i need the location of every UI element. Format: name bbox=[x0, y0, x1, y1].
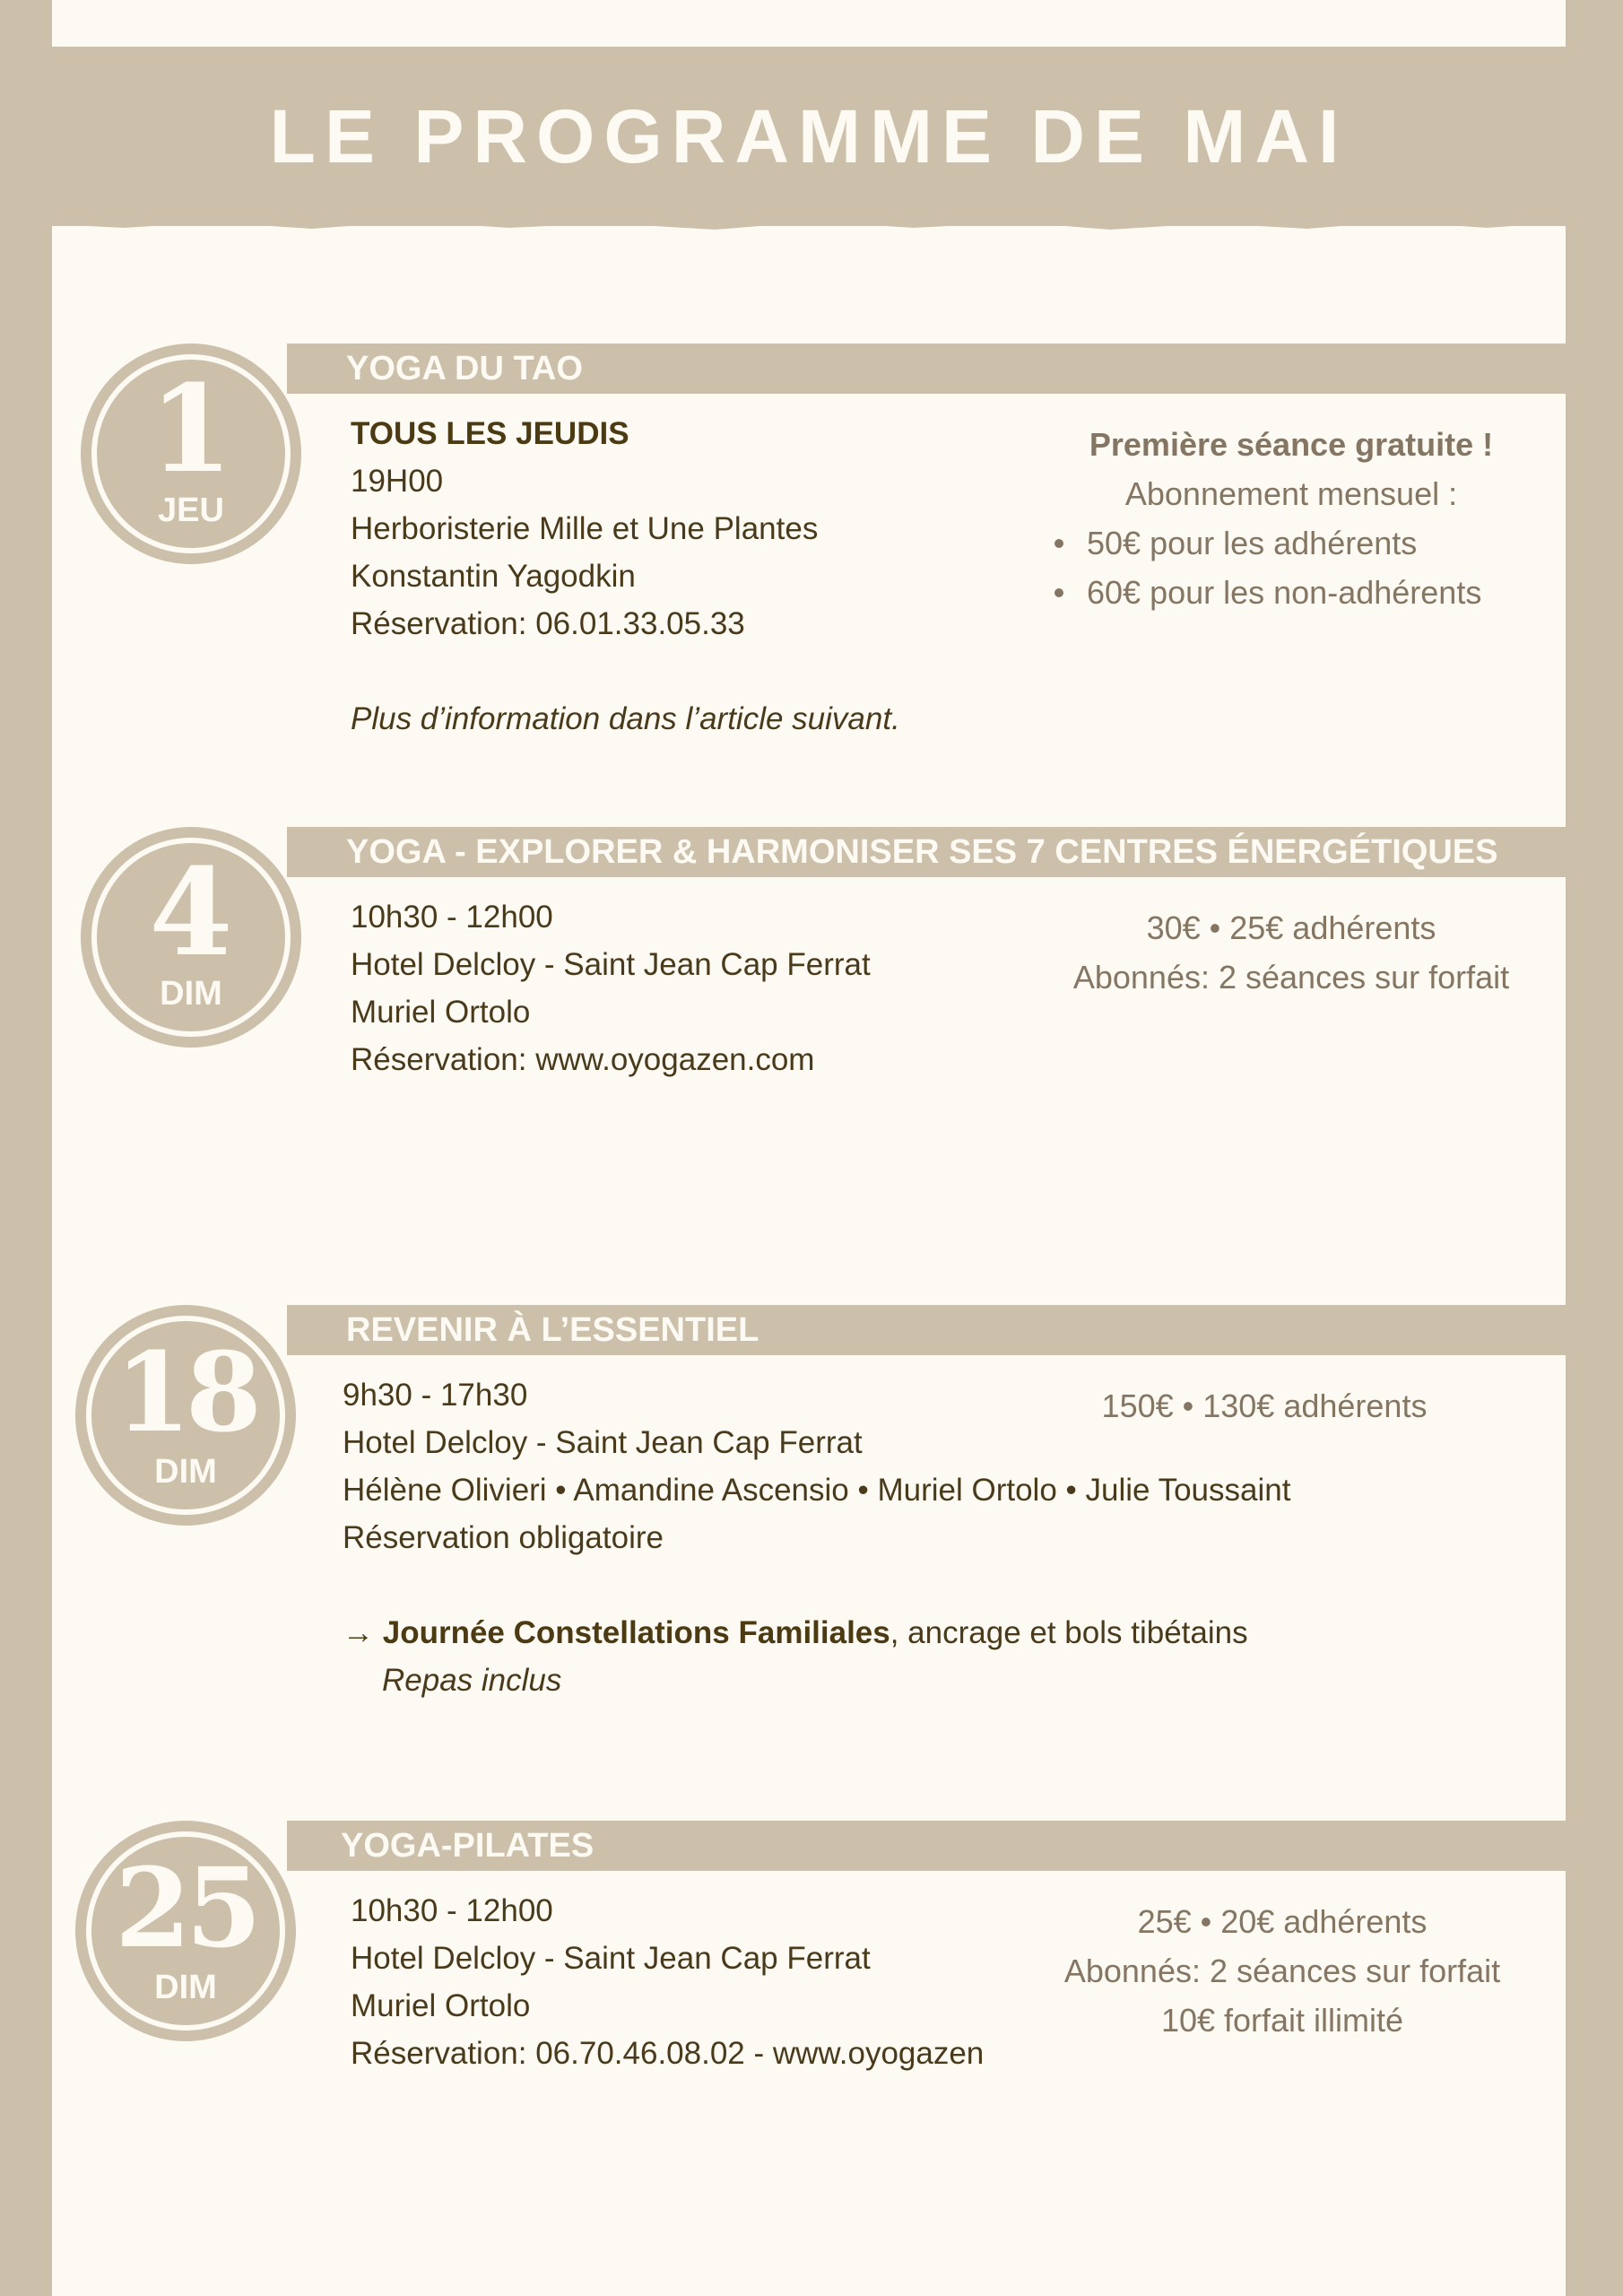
price-item: 50€ pour les adhérents bbox=[1049, 518, 1542, 568]
event-booking: Réservation obligatoire bbox=[343, 1520, 664, 1555]
event-title-bar bbox=[287, 827, 1566, 877]
price-item: 60€ pour les non-adhérents bbox=[1049, 568, 1542, 617]
highlight-rest: , ancrage et bols tibétains bbox=[890, 1615, 1248, 1650]
event-title-bar bbox=[287, 1821, 1566, 1871]
event-more-info: Plus d’information dans l’article suivant. bbox=[351, 701, 900, 736]
event-booking: Réservation: 06.70.46.08.02 - www.oyogazen bbox=[351, 2036, 985, 2071]
event-location: Hotel Delcloy - Saint Jean Cap Ferrat bbox=[351, 947, 871, 982]
highlight-bold: Journée Constellations Familiales bbox=[382, 1615, 890, 1650]
event-pricing bbox=[1040, 903, 1542, 1002]
event-details bbox=[351, 1887, 984, 2077]
event-details bbox=[351, 410, 900, 743]
date-weekday: DIM bbox=[154, 1969, 217, 2006]
event-recurrence: TOUS LES JEUDIS bbox=[351, 416, 629, 451]
price-headline: Première séance gratuite ! bbox=[1089, 426, 1494, 463]
date-number: 1 bbox=[149, 358, 233, 500]
page-title: LE PROGRAMME DE MAI bbox=[269, 93, 1349, 178]
event-location: Herboristerie Mille et Une Plantes bbox=[351, 511, 819, 546]
event-location: Hotel Delcloy - Saint Jean Cap Ferrat bbox=[351, 1941, 871, 1976]
date-badge bbox=[81, 344, 301, 564]
event-details bbox=[351, 893, 871, 1083]
price-line: 10€ forfait illimité bbox=[1160, 2002, 1404, 2039]
date-number: 25 bbox=[115, 1843, 256, 1972]
highlight-note: Repas inclus bbox=[382, 1663, 562, 1698]
date-number: 4 bbox=[149, 841, 233, 983]
event-teachers: Hélène Olivieri • Amandine Ascensio • Muriel Ortolo • Julie Toussaint bbox=[343, 1473, 1291, 1508]
date-weekday: DIM bbox=[160, 975, 222, 1013]
event-highlight bbox=[343, 1609, 1290, 1657]
arrow-icon: → bbox=[343, 1615, 374, 1650]
event-time: 10h30 - 12h00 bbox=[351, 1893, 553, 1928]
event-teacher: Muriel Ortolo bbox=[351, 995, 531, 1030]
event-booking: Réservation: 06.01.33.05.33 bbox=[351, 606, 745, 641]
price-line: 25€ • 20€ adhérents bbox=[1137, 1903, 1428, 1940]
price-line: Abonnement mensuel : bbox=[1124, 475, 1458, 512]
event-title: YOGA DU TAO bbox=[346, 350, 583, 387]
event-title: YOGA - EXPLORER & HARMONISER SES 7 CENTRES ÉNERGÉTIQUES bbox=[346, 833, 1498, 871]
price-line: Abonnés: 2 séances sur forfait bbox=[1063, 1952, 1501, 1989]
event-pricing bbox=[1031, 1897, 1533, 2045]
date-badge bbox=[81, 827, 301, 1048]
event-title: YOGA-PILATES bbox=[341, 1827, 595, 1865]
event-location: Hotel Delcloy - Saint Jean Cap Ferrat bbox=[343, 1425, 863, 1460]
price-list bbox=[1049, 518, 1542, 617]
event-time: 10h30 - 12h00 bbox=[351, 900, 553, 935]
event-teacher: Muriel Ortolo bbox=[351, 1988, 531, 2023]
event-time: 9h30 - 17h30 bbox=[343, 1378, 528, 1413]
date-badge bbox=[75, 1305, 296, 1526]
price-line: 30€ • 25€ adhérents bbox=[1146, 909, 1436, 946]
date-weekday: JEU bbox=[158, 491, 224, 529]
event-pricing bbox=[1013, 1381, 1515, 1431]
price-line: 150€ • 130€ adhérents bbox=[1101, 1387, 1428, 1424]
event-title-bar bbox=[287, 1305, 1566, 1355]
event-pricing bbox=[1040, 420, 1542, 617]
event-time: 19H00 bbox=[351, 464, 444, 499]
date-badge bbox=[75, 1821, 296, 2041]
price-line: Abonnés: 2 séances sur forfait bbox=[1072, 959, 1510, 996]
date-weekday: DIM bbox=[154, 1453, 217, 1491]
date-number: 18 bbox=[115, 1327, 256, 1457]
event-teacher: Konstantin Yagodkin bbox=[351, 559, 636, 594]
event-title: REVENIR À L’ESSENTIEL bbox=[346, 1311, 759, 1349]
event-title-bar bbox=[287, 344, 1566, 394]
event-booking: Réservation: www.oyogazen.com bbox=[351, 1042, 815, 1077]
